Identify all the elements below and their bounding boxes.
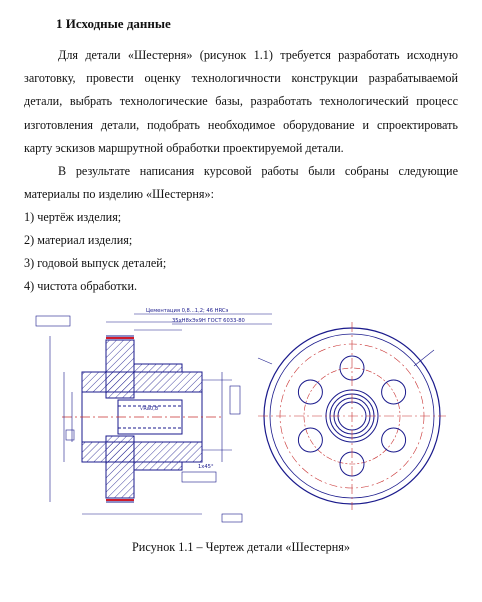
svg-text:35xН8xЭх9Н ГОСТ 6033-80: 35xН8xЭх9Н ГОСТ 6033-80 <box>172 318 245 324</box>
svg-text:1x45°: 1x45° <box>198 464 214 470</box>
list-item-drawing: 1) чертёж изделия; <box>24 210 122 224</box>
list-item-output: 3) годовой выпуск деталей; <box>24 256 167 270</box>
section-heading: 1 Исходные данные <box>56 16 171 31</box>
front-view-axes <box>258 322 446 510</box>
section-view <box>82 336 202 502</box>
paragraph-materials: В результате написания курсовой работы были собраны следующие материалы по изделию «Шестерня»: <box>24 164 458 202</box>
section-dimensions <box>36 314 272 522</box>
figure-caption: Рисунок 1.1 – Чертеж детали «Шестерня» <box>132 540 350 554</box>
paragraph-task: Для детали «Шестерня» (рисунок 1.1) требуется разработать исходную заготовку, провести оценку технологичности конструкции разрабатываемой детали, выбрать технологические базы, разработать технологический процесс изготовления детали, подобрать необходимое оборудование и спроектировать карту эскизов маршрутной обработки проектируемой детали. <box>24 48 458 155</box>
gear-drawing <box>22 300 466 532</box>
svg-text:Цементация 0,8...1,2; 46 HRCэ: Цементация 0,8...1,2; 46 HRCэ <box>146 308 229 314</box>
svg-text:√Ra0,8: √Ra0,8 <box>140 406 159 412</box>
list-item-finish: 4) чистота обработки. <box>24 279 138 293</box>
list-item-material: 2) материал изделия; <box>24 233 133 247</box>
